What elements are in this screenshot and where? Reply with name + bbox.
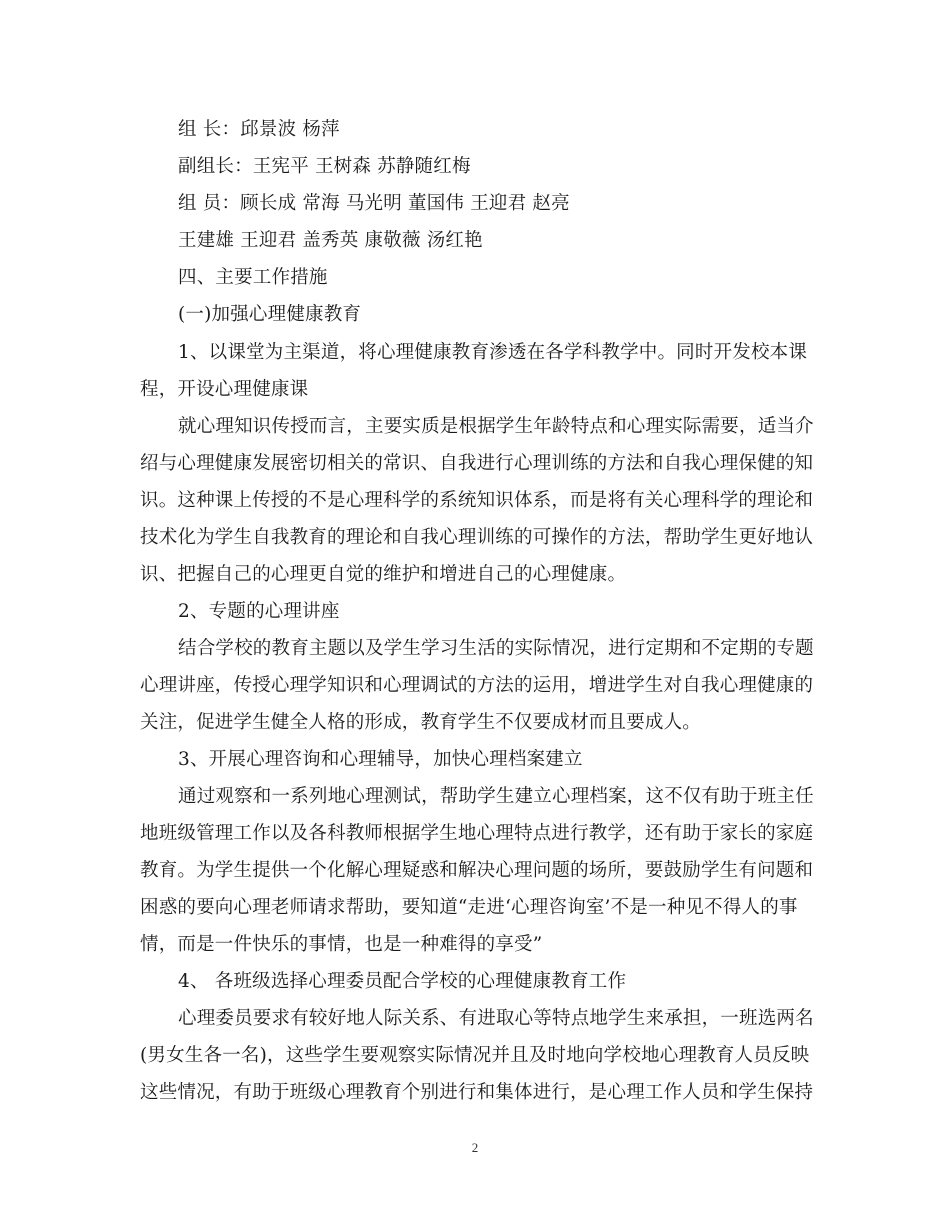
text-line: 程，开设心理健康课 <box>140 379 309 400</box>
item-heading: 1、以课堂为主渠道，将心理健康教育渗透在各学科教学中。同时开发校本课 <box>178 342 808 363</box>
paragraph-line: 情，而是一件快乐的事情，也是一种难得的享受” <box>140 934 543 955</box>
paragraph-line: (男女生各一名)，这些学生要观察实际情况并且及时地向学校地心理教育人员反映 <box>140 1045 810 1066</box>
paragraph-line: 地班级管理工作以及各科教师根据学生地心理特点进行教学，还有助于家长的家庭 <box>140 823 814 844</box>
item-heading: 2、专题的心理讲座 <box>178 601 340 622</box>
item-heading: 3、开展心理咨询和心理辅导，加快心理档案建立 <box>178 749 583 770</box>
subsection-heading: (一)加强心理健康教育 <box>178 304 362 325</box>
paragraph-line: 绍与心理健康发展密切相关的常识、自我进行心理训练的方法和自我心理保健的知 <box>140 453 814 474</box>
paragraph-line: 心理委员要求有较好地人际关系、有进取心等特点地学生来承担，一班选两名 <box>178 1008 814 1029</box>
paragraph-line: 关注，促进学生健全人格的形成，教育学生不仅要成材而且要成人。 <box>140 712 702 733</box>
paragraph-line: 结合学校的教育主题以及学生学习生活的实际情况，进行定期和不定期的专题 <box>178 638 814 659</box>
paragraph-line: 就心理知识传授而言，主要实质是根据学生年龄特点和心理实际需要，适当介 <box>178 416 814 437</box>
text-line: 副组长：王宪平 王树森 苏静随红梅 <box>178 156 471 177</box>
text-line: 王建雄 王迎君 盖秀英 康敬薇 汤红艳 <box>178 230 483 251</box>
text-line: 组 员：顾长成 常海 马光明 董国伟 王迎君 赵亮 <box>178 193 570 214</box>
item-heading: 4、 各班级选择心理委员配合学校的心理健康教育工作 <box>178 971 627 992</box>
text-line: 组 长：邱景波 杨萍 <box>178 119 340 140</box>
paragraph-line: 技术化为学生自我教育的理论和自我心理训练的可操作的方法，帮助学生更好地认 <box>140 527 814 548</box>
page-number: 2 <box>471 1140 479 1155</box>
section-heading: 四、主要工作措施 <box>178 267 328 288</box>
paragraph-line: 心理讲座，传授心理学知识和心理调试的方法的运用，增进学生对自我心理健康的 <box>140 675 814 696</box>
paragraph-line: 识。这种课上传授的不是心理科学的系统知识体系，而是将有关心理科学的理论和 <box>140 490 814 511</box>
paragraph-line: 教育。为学生提供一个化解心理疑惑和解决心理问题的场所，要鼓励学生有问题和 <box>140 860 814 881</box>
paragraph-line: 这些情况，有助于班级心理教育个别进行和集体进行，是心理工作人员和学生保持 <box>140 1082 814 1103</box>
paragraph-line: 通过观察和一系列地心理测试，帮助学生建立心理档案，这不仅有助于班主任 <box>178 786 814 807</box>
paragraph-line: 困惑的要向心理老师请求帮助，要知道“走进‘心理咨询室’不是一种见不得人的事 <box>140 897 798 918</box>
paragraph-line: 识、把握自己的心理更自觉的维护和增进自己的心理健康。 <box>140 564 627 585</box>
